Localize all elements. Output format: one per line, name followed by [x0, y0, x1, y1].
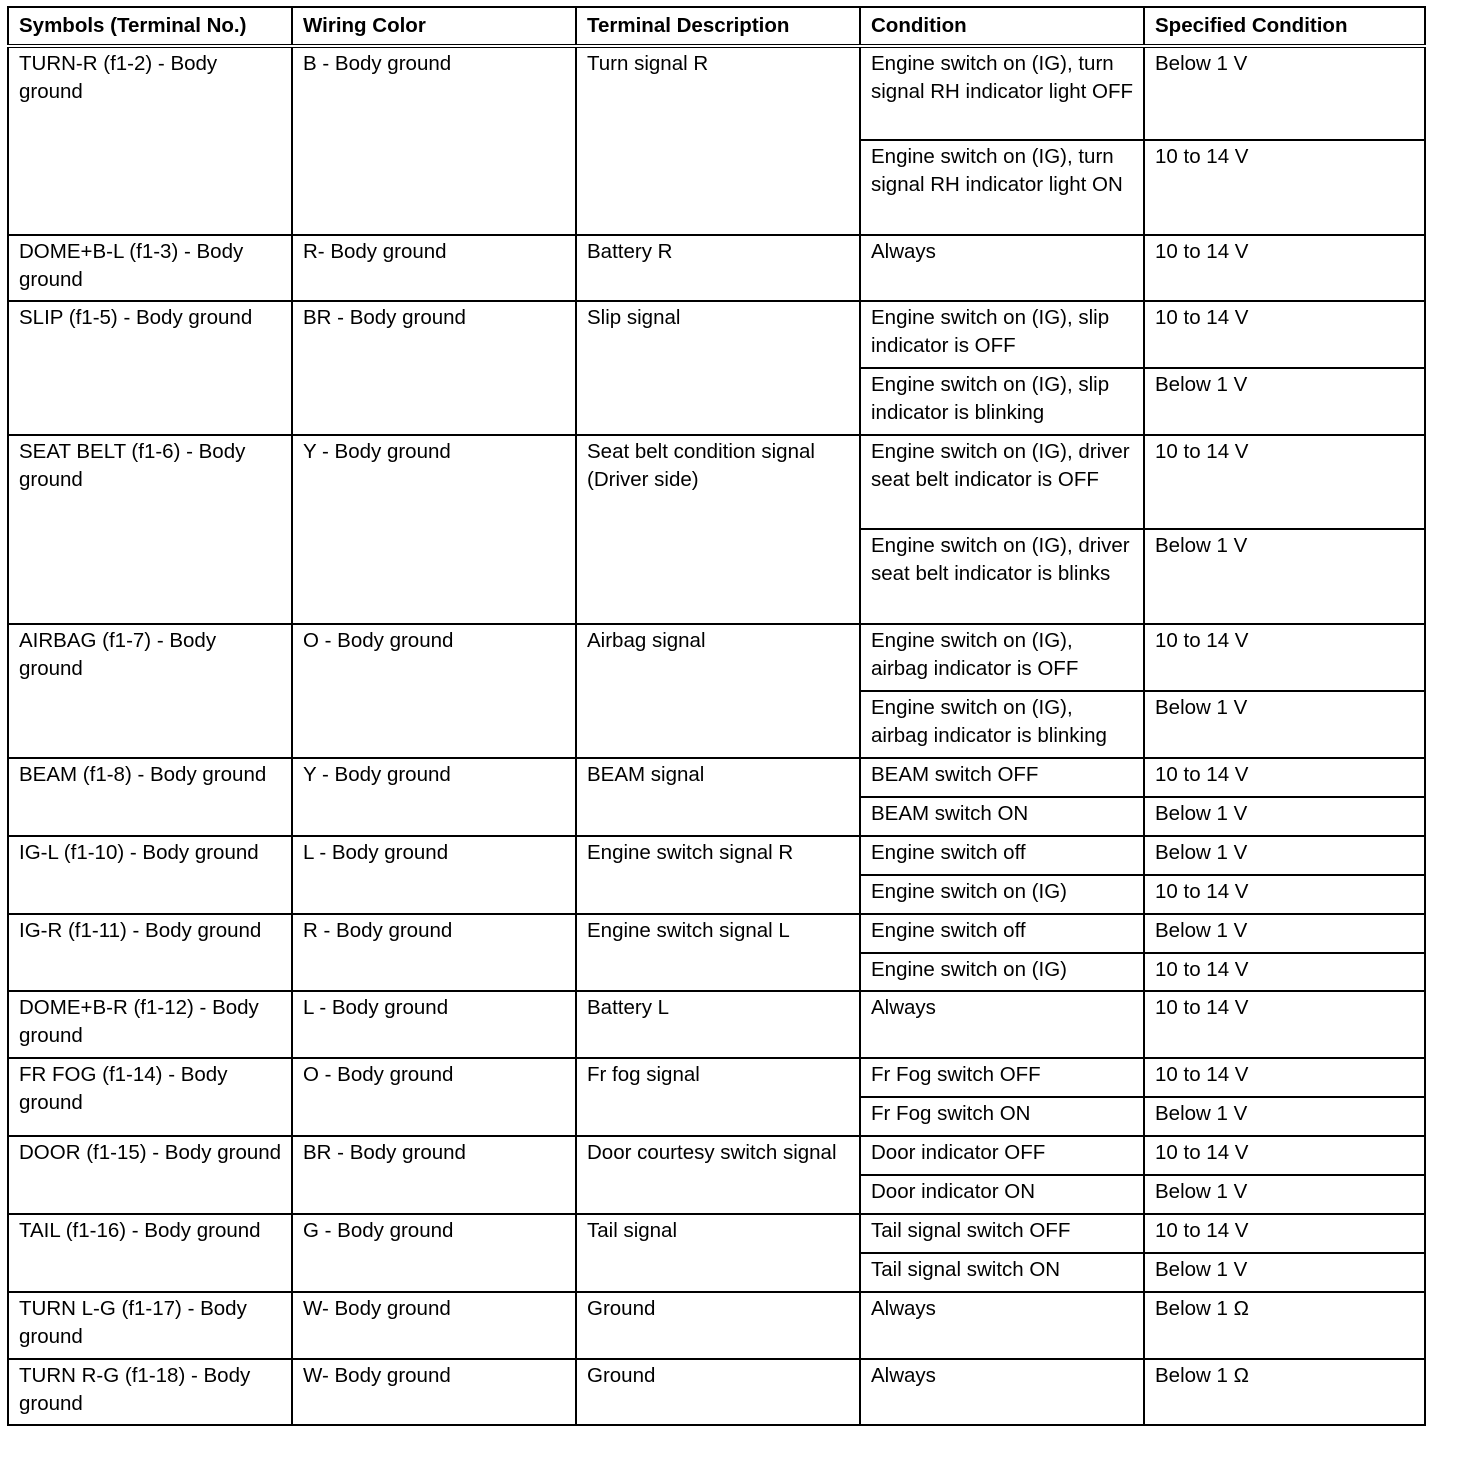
cell-terminal-description: Slip signal — [576, 301, 860, 435]
table-row — [8, 991, 1425, 1058]
cell-terminal-description: Airbag signal — [576, 624, 860, 758]
cell-symbol: SEAT BELT (f1-6) - Body ground — [8, 435, 292, 624]
cell-specified-condition: Below 1 V — [1144, 368, 1425, 435]
cell-condition: Engine switch off — [860, 914, 1144, 953]
cell-condition: Always — [860, 235, 1144, 301]
cell-specified-condition: Below 1 V — [1144, 797, 1425, 836]
cell-specified-condition: 10 to 14 V — [1144, 435, 1425, 529]
cell-specified-condition: 10 to 14 V — [1144, 140, 1425, 235]
header-wiring-color: Wiring Color — [292, 7, 576, 46]
table-row — [8, 1359, 1425, 1425]
cell-specified-condition: Below 1 V — [1144, 529, 1425, 624]
cell-specified-condition: 10 to 14 V — [1144, 1058, 1425, 1097]
cell-specified-condition: 10 to 14 V — [1144, 758, 1425, 797]
cell-symbol: BEAM (f1-8) - Body ground — [8, 758, 292, 836]
cell-wiring-color: O - Body ground — [292, 1058, 576, 1136]
cell-condition: Engine switch on (IG), driver seat belt indicator is OFF — [860, 435, 1144, 529]
table-row — [8, 914, 1425, 953]
cell-condition: Engine switch on (IG) — [860, 875, 1144, 914]
cell-terminal-description: Battery L — [576, 991, 860, 1058]
cell-specified-condition: 10 to 14 V — [1144, 875, 1425, 914]
cell-wiring-color: W- Body ground — [292, 1359, 576, 1425]
table-body — [8, 46, 1425, 1425]
table-row — [8, 435, 1425, 529]
cell-terminal-description: Engine switch signal L — [576, 914, 860, 991]
cell-terminal-description: BEAM signal — [576, 758, 860, 836]
terminal-inspection-table — [7, 6, 1426, 1426]
cell-specified-condition: Below 1 Ω — [1144, 1359, 1425, 1425]
cell-symbol: TURN-R (f1-2) - Body ground — [8, 46, 292, 235]
cell-specified-condition: Below 1 Ω — [1144, 1292, 1425, 1359]
table-row — [8, 1292, 1425, 1359]
cell-symbol: DOOR (f1-15) - Body ground — [8, 1136, 292, 1214]
cell-specified-condition: 10 to 14 V — [1144, 624, 1425, 691]
cell-condition: Engine switch on (IG) — [860, 953, 1144, 991]
cell-terminal-description: Ground — [576, 1292, 860, 1359]
cell-specified-condition: Below 1 V — [1144, 914, 1425, 953]
cell-condition: Engine switch on (IG), turn signal RH indicator light ON — [860, 140, 1144, 235]
cell-wiring-color: L - Body ground — [292, 836, 576, 914]
table-row — [8, 1214, 1425, 1253]
table-row — [8, 301, 1425, 368]
cell-wiring-color: O - Body ground — [292, 624, 576, 758]
cell-condition: Tail signal switch OFF — [860, 1214, 1144, 1253]
cell-terminal-description: Engine switch signal R — [576, 836, 860, 914]
cell-symbol: TURN L-G (f1-17) - Body ground — [8, 1292, 292, 1359]
cell-condition: Door indicator OFF — [860, 1136, 1144, 1175]
cell-specified-condition: Below 1 V — [1144, 1253, 1425, 1292]
cell-condition: Engine switch on (IG), driver seat belt indicator is blinks — [860, 529, 1144, 624]
cell-condition: Fr Fog switch ON — [860, 1097, 1144, 1136]
table-row — [8, 235, 1425, 301]
cell-wiring-color: L - Body ground — [292, 991, 576, 1058]
cell-condition: Engine switch on (IG), turn signal RH indicator light OFF — [860, 46, 1144, 140]
cell-specified-condition: Below 1 V — [1144, 1097, 1425, 1136]
table-row — [8, 1136, 1425, 1175]
header-terminal-description: Terminal Description — [576, 7, 860, 46]
header-row — [8, 7, 1425, 46]
cell-symbol: IG-L (f1-10) - Body ground — [8, 836, 292, 914]
cell-wiring-color: Y - Body ground — [292, 435, 576, 624]
cell-condition: Engine switch on (IG), slip indicator is OFF — [860, 301, 1144, 368]
cell-wiring-color: R - Body ground — [292, 914, 576, 991]
header-symbols: Symbols (Terminal No.) — [8, 7, 292, 46]
cell-specified-condition: 10 to 14 V — [1144, 1214, 1425, 1253]
cell-wiring-color: R- Body ground — [292, 235, 576, 301]
cell-specified-condition: 10 to 14 V — [1144, 991, 1425, 1058]
cell-terminal-description: Fr fog signal — [576, 1058, 860, 1136]
cell-specified-condition: Below 1 V — [1144, 836, 1425, 875]
cell-symbol: FR FOG (f1-14) - Body ground — [8, 1058, 292, 1136]
cell-condition: Always — [860, 1292, 1144, 1359]
cell-specified-condition: Below 1 V — [1144, 1175, 1425, 1214]
table-row — [8, 758, 1425, 797]
table-row — [8, 1058, 1425, 1097]
cell-symbol: DOME+B-L (f1-3) - Body ground — [8, 235, 292, 301]
table-row — [8, 624, 1425, 691]
cell-specified-condition: Below 1 V — [1144, 46, 1425, 140]
cell-terminal-description: Seat belt condition signal (Driver side) — [576, 435, 860, 624]
cell-condition: Tail signal switch ON — [860, 1253, 1144, 1292]
header-specified-condition: Specified Condition — [1144, 7, 1425, 46]
cell-specified-condition: 10 to 14 V — [1144, 235, 1425, 301]
cell-terminal-description: Tail signal — [576, 1214, 860, 1292]
cell-wiring-color: G - Body ground — [292, 1214, 576, 1292]
cell-condition: BEAM switch OFF — [860, 758, 1144, 797]
cell-wiring-color: B - Body ground — [292, 46, 576, 235]
cell-symbol: SLIP (f1-5) - Body ground — [8, 301, 292, 435]
cell-symbol: AIRBAG (f1-7) - Body ground — [8, 624, 292, 758]
cell-condition: Door indicator ON — [860, 1175, 1144, 1214]
cell-wiring-color: BR - Body ground — [292, 1136, 576, 1214]
cell-symbol: TAIL (f1-16) - Body ground — [8, 1214, 292, 1292]
table-row — [8, 46, 1425, 140]
cell-wiring-color: Y - Body ground — [292, 758, 576, 836]
cell-specified-condition: Below 1 V — [1144, 691, 1425, 758]
cell-condition: Engine switch on (IG), airbag indicator is blinking — [860, 691, 1144, 758]
cell-condition: Fr Fog switch OFF — [860, 1058, 1144, 1097]
cell-specified-condition: 10 to 14 V — [1144, 301, 1425, 368]
cell-condition: Always — [860, 1359, 1144, 1425]
cell-terminal-description: Ground — [576, 1359, 860, 1425]
cell-condition: Engine switch off — [860, 836, 1144, 875]
header-condition: Condition — [860, 7, 1144, 46]
cell-symbol: IG-R (f1-11) - Body ground — [8, 914, 292, 991]
table-row — [8, 836, 1425, 875]
cell-symbol: DOME+B-R (f1-12) - Body ground — [8, 991, 292, 1058]
cell-symbol: TURN R-G (f1-18) - Body ground — [8, 1359, 292, 1425]
cell-specified-condition: 10 to 14 V — [1144, 1136, 1425, 1175]
cell-condition: Engine switch on (IG), airbag indicator is OFF — [860, 624, 1144, 691]
cell-condition: Engine switch on (IG), slip indicator is blinking — [860, 368, 1144, 435]
cell-condition: BEAM switch ON — [860, 797, 1144, 836]
cell-terminal-description: Turn signal R — [576, 46, 860, 235]
cell-terminal-description: Door courtesy switch signal — [576, 1136, 860, 1214]
cell-terminal-description: Battery R — [576, 235, 860, 301]
cell-specified-condition: 10 to 14 V — [1144, 953, 1425, 991]
cell-wiring-color: W- Body ground — [292, 1292, 576, 1359]
cell-condition: Always — [860, 991, 1144, 1058]
cell-wiring-color: BR - Body ground — [292, 301, 576, 435]
